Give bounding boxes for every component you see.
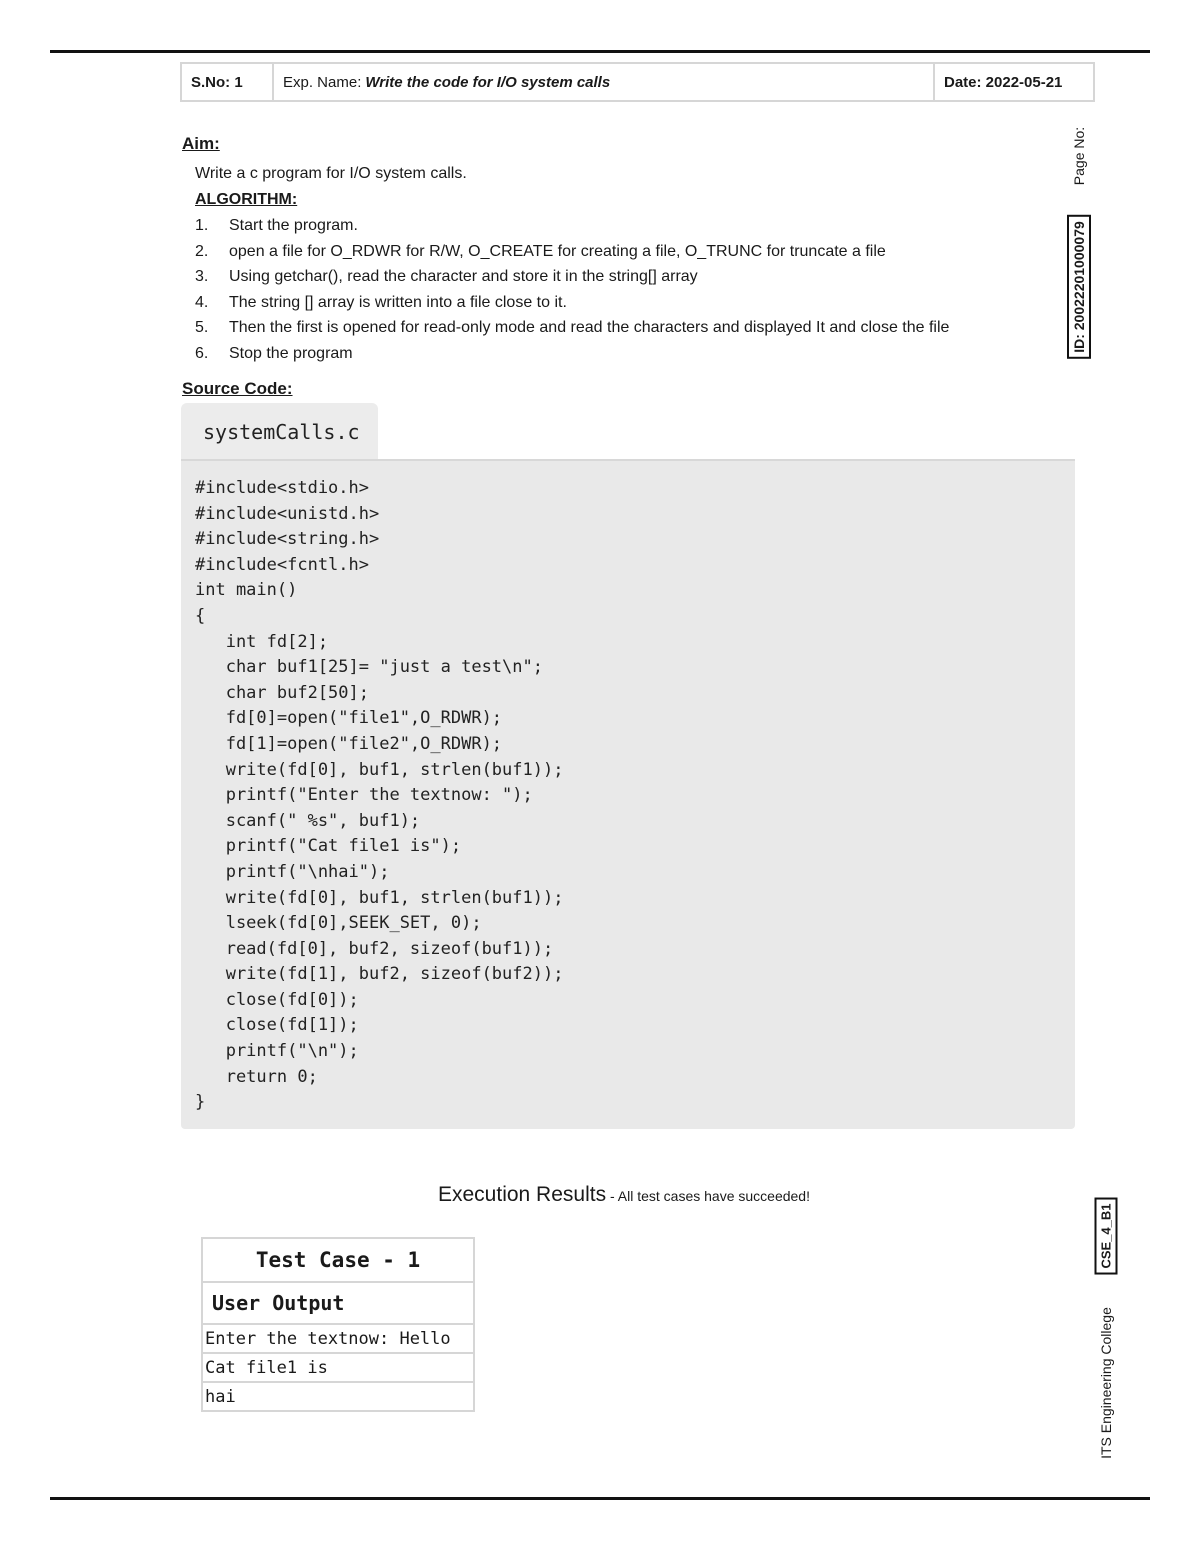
code-line: fd[1]=open("file2",O_RDWR); <box>195 733 503 754</box>
code-line: printf("\n"); <box>195 1041 359 1062</box>
execution-results-status: - All test cases have succeeded! <box>606 1188 810 1204</box>
algorithm-step: 4. The string [] array is written into a file close to it. <box>195 293 567 311</box>
user-output-label: User Output <box>203 1283 473 1325</box>
student-id: ID: 20022201000079 <box>1067 215 1091 359</box>
experiment-name-cell <box>274 64 935 100</box>
code-line: } <box>195 1092 206 1113</box>
code-line: close(fd[0]); <box>195 989 359 1010</box>
algorithm-heading: ALGORITHM: <box>195 191 298 208</box>
experiment-date: Date: 2022-05-21 <box>944 73 1063 91</box>
code-line: lseek(fd[0],SEEK_SET, 0); <box>195 913 482 934</box>
code-line: fd[0]=open("file1",O_RDWR); <box>195 708 503 729</box>
algorithm-step: 3. Using getchar(), read the character and store it in the string[] array <box>195 268 698 285</box>
aim-text: Write a c program for I/O system calls. <box>195 165 467 182</box>
algorithm-step: 5. Then the first is opened for read-only mode and read the characters and displayed It and close the file <box>195 319 950 336</box>
algorithm-step: 1. Start the program. <box>195 217 358 234</box>
top-rule <box>50 50 1150 53</box>
code-line: scanf(" %s", buf1); <box>195 810 421 831</box>
code-line: char buf1[25]= "just a test\n"; <box>195 657 543 678</box>
execution-results-title <box>438 1183 810 1207</box>
source-code-block <box>181 459 1075 1129</box>
code-line: #include<string.h> <box>195 529 380 550</box>
code-line: write(fd[1], buf2, sizeof(buf2)); <box>195 964 564 985</box>
test-case-table <box>201 1237 475 1412</box>
experiment-header <box>180 62 1095 102</box>
serial-number: S.No: 1 <box>182 64 274 100</box>
algorithm-step: 6. Stop the program <box>195 344 353 362</box>
batch-code: CSE_4_B1 <box>1095 1197 1118 1274</box>
algorithm-steps <box>195 215 949 368</box>
code-line: #include<fcntl.h> <box>195 554 369 575</box>
code-line: write(fd[0], buf1, strlen(buf1)); <box>195 887 564 908</box>
algorithm-step: 2. open a file for O_RDWR for R/W, O_CREATE for creating a file, O_TRUNC for truncate a file <box>195 242 886 260</box>
source-file-tab[interactable]: systemCalls.c <box>181 403 378 459</box>
source-code-heading: Source Code: <box>182 379 293 398</box>
code-line: printf("Enter the textnow: "); <box>195 785 533 806</box>
output-line: Enter the textnow: Hello <box>205 1328 451 1349</box>
code-line: printf("\nhai"); <box>195 861 390 882</box>
code-line: int main() <box>195 580 298 601</box>
code-line: { <box>195 605 206 626</box>
output-line: hai <box>203 1381 473 1410</box>
college-name: ITS Engineering College <box>1098 1307 1114 1459</box>
experiment-name-prefix: Exp. Name: <box>283 73 362 91</box>
code-line: char buf2[50]; <box>195 682 369 703</box>
code-line: return 0; <box>195 1066 318 1087</box>
page-number-label: Page No: <box>1071 126 1087 186</box>
output-line: Cat file1 is <box>203 1352 473 1381</box>
execution-results-heading: Execution Results <box>438 1183 607 1206</box>
code-line: #include<unistd.h> <box>195 503 380 524</box>
code-line: printf("Cat file1 is"); <box>195 836 462 857</box>
code-line: read(fd[0], buf2, sizeof(buf1)); <box>195 938 554 959</box>
experiment-name: Write the code for I/O system calls <box>365 73 611 91</box>
code-line: write(fd[0], buf1, strlen(buf1)); <box>195 759 564 780</box>
code-line: int fd[2]; <box>195 631 329 652</box>
bottom-rule <box>50 1497 1150 1500</box>
code-line: close(fd[1]); <box>195 1015 359 1036</box>
code-line: #include<stdio.h> <box>195 478 369 498</box>
aim-heading: Aim: <box>182 134 220 153</box>
test-case-title: Test Case - 1 <box>203 1239 473 1283</box>
